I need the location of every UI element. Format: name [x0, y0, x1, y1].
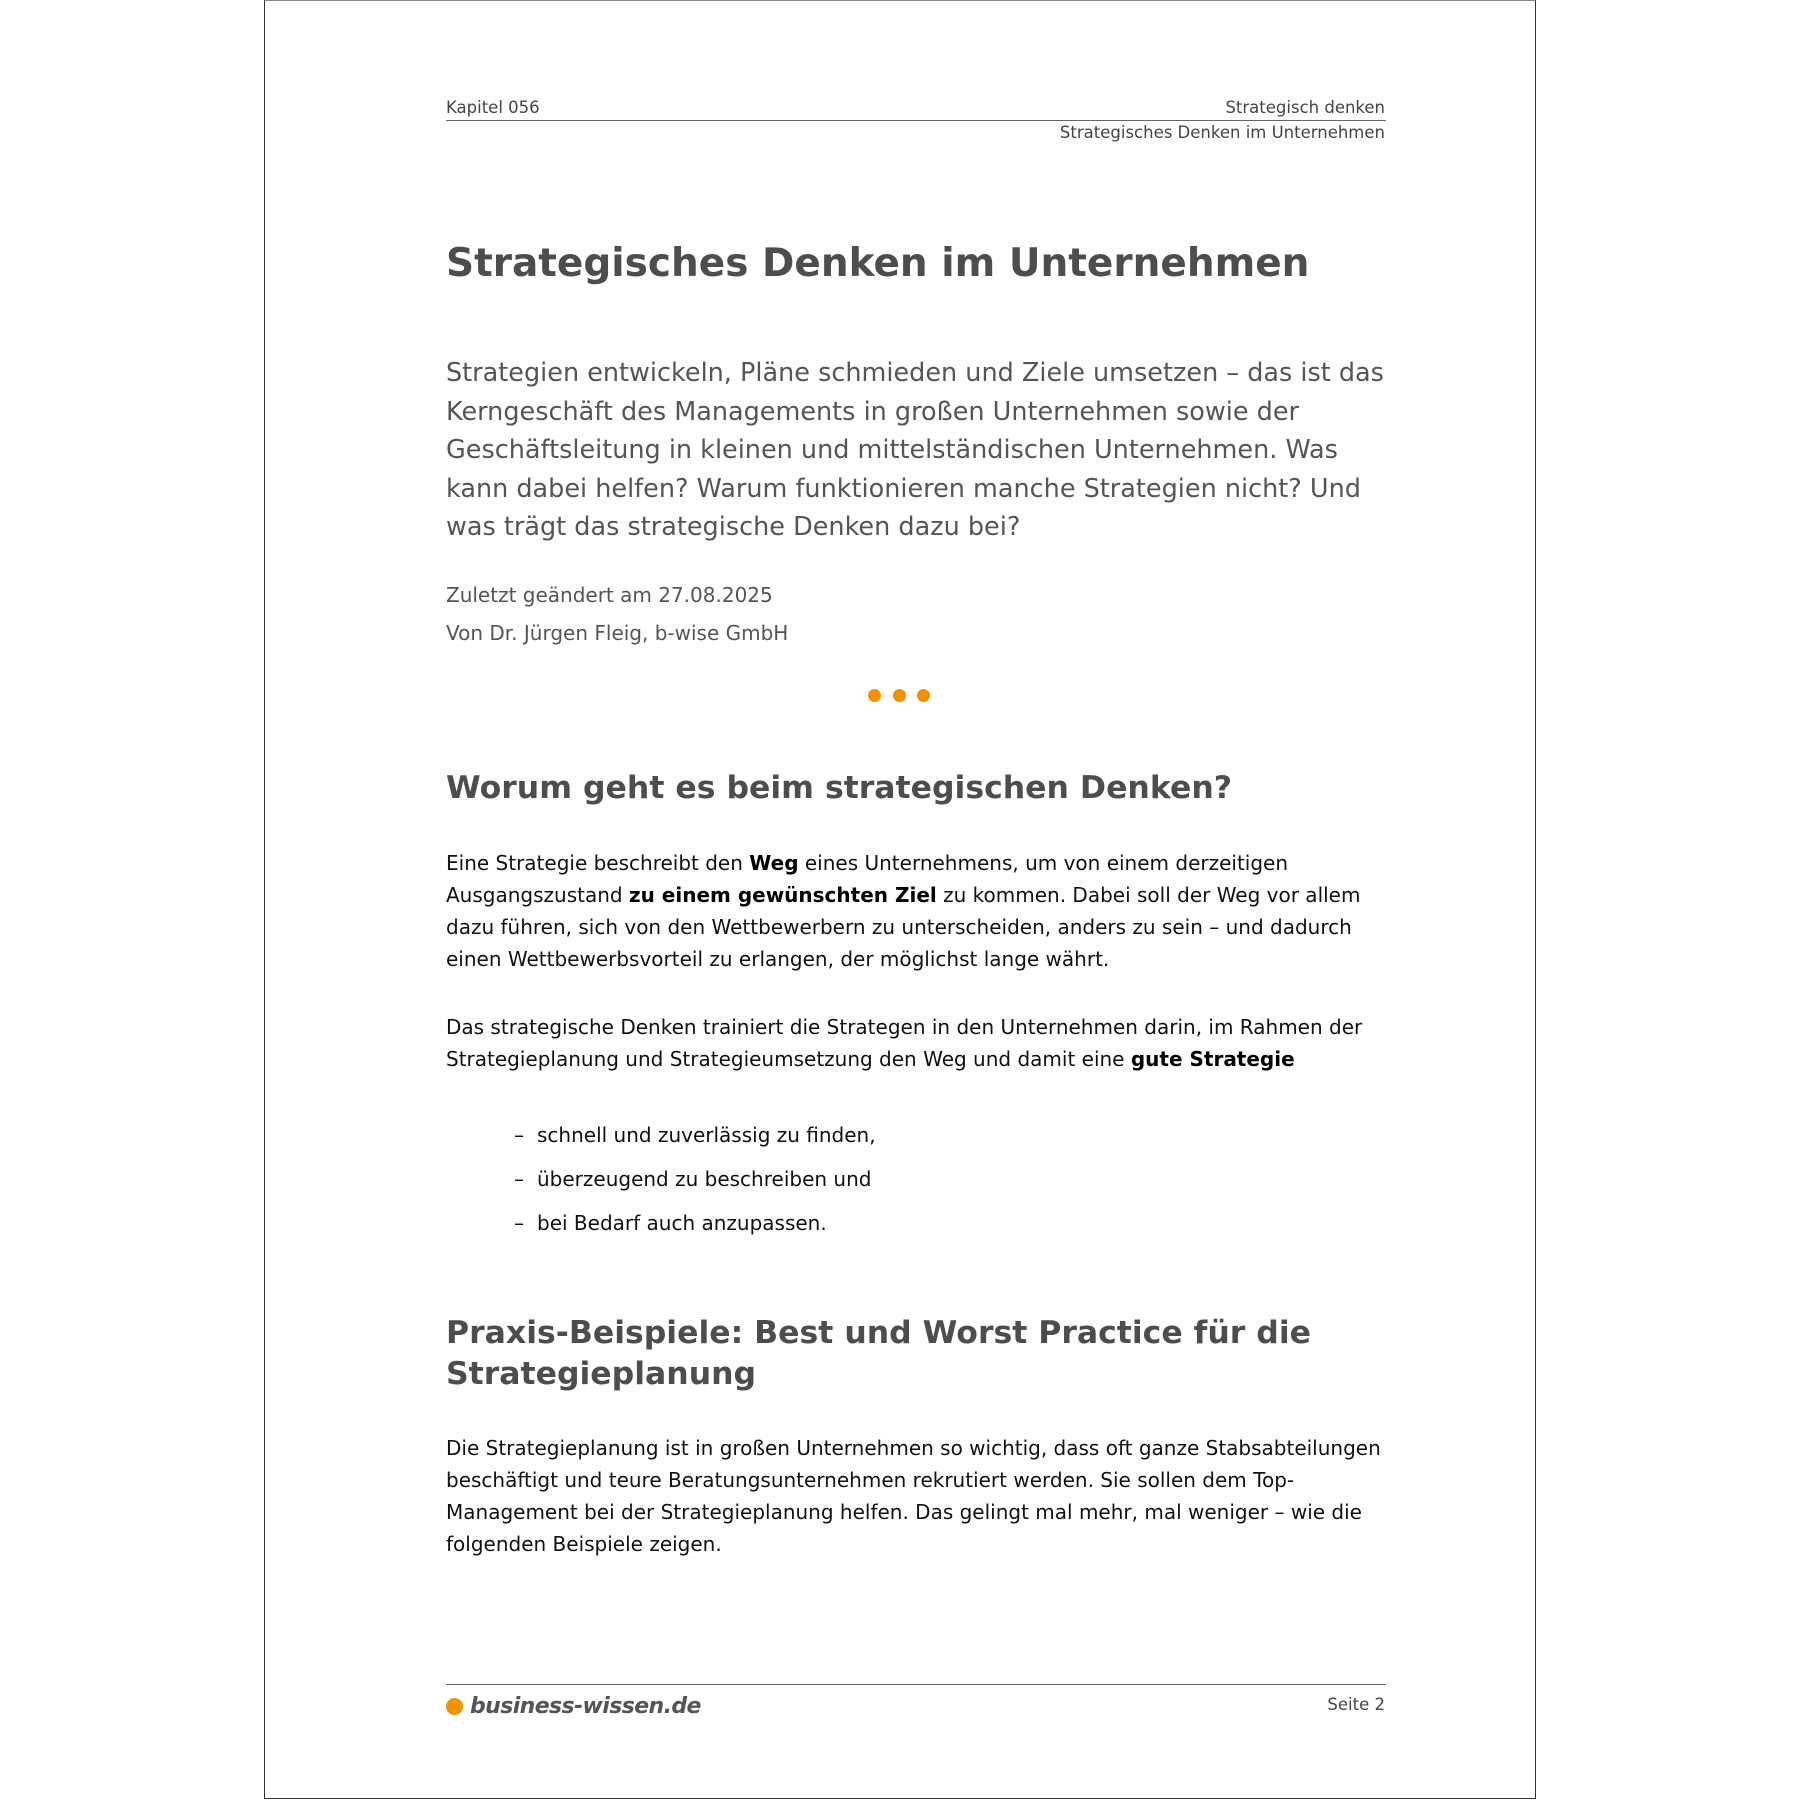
dash-marker: – — [514, 1167, 524, 1191]
dash-list — [514, 1119, 876, 1251]
list-item: – bei Bedarf auch anzupassen. — [514, 1207, 876, 1251]
section-separator-dots — [868, 689, 930, 703]
header-category: Strategisch denken — [1225, 98, 1385, 117]
footer-divider — [446, 1684, 1386, 1685]
list-item: – überzeugend zu beschreiben und — [514, 1163, 876, 1207]
dash-marker: – — [514, 1211, 524, 1235]
logo-text: business-wissen.de — [470, 1694, 701, 1719]
section-heading-strategic-thinking: Worum geht es beim strategischen Denken? — [446, 770, 1233, 806]
logo-dot-icon — [446, 1698, 463, 1715]
footer-logo[interactable] — [446, 1694, 701, 1719]
bold-text: zu einem gewünschten Ziel — [628, 883, 937, 907]
dot-icon — [893, 689, 906, 702]
dash-marker: – — [514, 1123, 524, 1147]
body-paragraph: Die Strategieplanung ist in großen Unternehmen so wichtig, dass oft ganze Stabsabteilungen beschäftigt und teure Beratungsunternehmen rekrutiert werden. Sie sollen dem Top-Management bei der Strategieplanung helfen. Das gelingt mal mehr, mal weniger – wie die folgenden Beispiele zeigen. — [446, 1436, 1381, 1556]
modified-date: Zuletzt geändert am 27.08.2025 — [446, 583, 773, 607]
dot-icon — [868, 689, 881, 702]
header-subtitle: Strategisches Denken im Unternehmen — [1059, 123, 1385, 142]
author-line: Von Dr. Jürgen Fleig, b-wise GmbH — [446, 621, 789, 645]
list-item: – schnell und zuverlässig zu finden, — [514, 1119, 876, 1163]
dot-icon — [917, 689, 930, 702]
section-heading-practice-examples: Praxis-Beispiele: Best und Worst Practice für die Strategieplanung — [446, 1315, 1312, 1392]
page-number: Seite 2 — [1327, 1695, 1385, 1714]
bold-text: Weg — [749, 851, 799, 875]
page-title: Strategisches Denken im Unternehmen — [446, 241, 1310, 286]
lead-paragraph: Strategien entwickeln, Pläne schmieden und Ziele umsetzen – das ist das Kerngeschäft des Managements in großen Unternehmen sowie der Geschäftsleitung in kleinen und mittelständischen Unternehmen. Was kann dabei helfen? Warum funktionieren manche Strategien nicht? Und was trägt das strategische Denken dazu bei? — [446, 358, 1384, 542]
header-divider — [446, 120, 1386, 121]
header-chapter: Kapitel 056 — [446, 98, 540, 117]
body-paragraph: Eine Strategie beschreibt den Weg eines Unternehmens, um von einem derzeitigen Ausgangszustand zu einem gewünschten Ziel zu kommen. Dabei soll der Weg vor allem dazu führen, sich von den Wettbewerbern zu unterscheiden, anders zu sein – und dadurch einen Wettbewerbsvorteil zu erlangen, der möglichst lange währt. — [446, 851, 1361, 971]
bold-text: gute Strategie — [1130, 1047, 1295, 1071]
body-paragraph: Das strategische Denken trainiert die Strategen in den Unternehmen darin, im Rahmen der Strategieplanung und Strategieumsetzung den Weg und damit eine gute Strategie — [446, 1015, 1363, 1071]
